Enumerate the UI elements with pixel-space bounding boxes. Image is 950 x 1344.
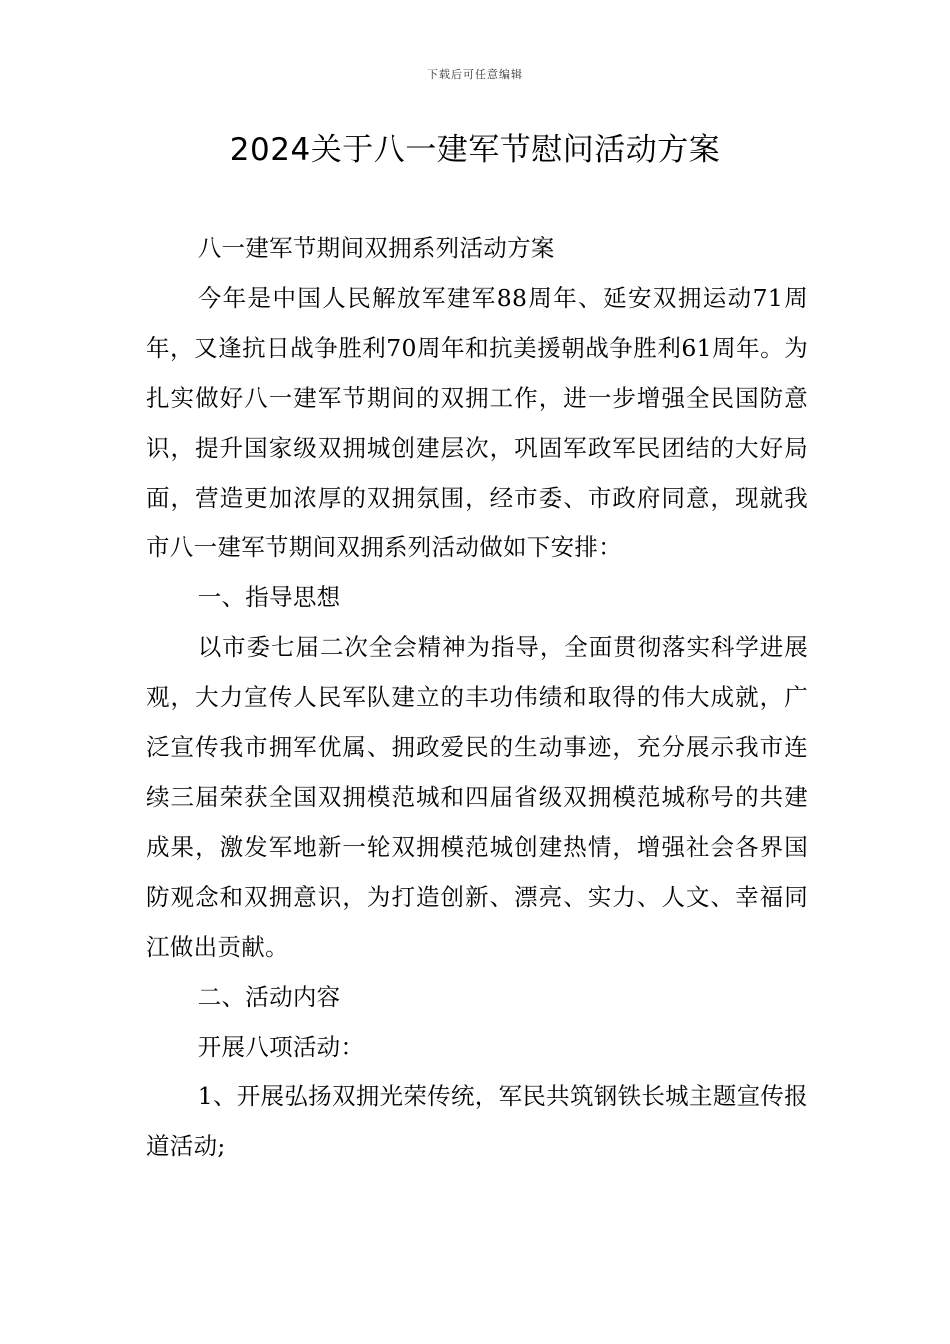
section-heading-activity-content: 二、活动内容 — [197, 982, 341, 1011]
paragraph-guiding-ideology: 以市委七届二次全会精神为指导，全面贯彻落实科学进展观，大力宣传人民军队建立的丰功伟绩和取得的伟大成就，广泛宣传我市拥军优属、拥政爱民的生动事迹，充分展示我市连续三届荣获全国双拥模范城和四届省级双拥模范城称号的共建成果，激发军地新一轮双拥模范城创建热情，增强社会各界国防观念和双拥意识，为打造创新、漂亮、实力、人文、幸福同江做出贡献。 — [146, 633, 808, 961]
section-heading-guiding-ideology: 一、指导思想 — [197, 583, 341, 612]
document-body — [146, 224, 808, 1172]
paragraph-subtitle: 八一建军节期间双拥系列活动方案 — [197, 234, 555, 262]
header-note: 下载后可任意编辑 — [427, 68, 523, 81]
document-title: 2024关于八一建军节慰问活动方案 — [229, 132, 721, 168]
paragraph-activity-1: 1、开展弘扬双拥光荣传统，军民共筑钢铁长城主题宣传报道活动; — [146, 1082, 808, 1161]
paragraph-intro: 今年是中国人民解放军建军88周年、延安双拥运动71周年，又逢抗日战争胜利70周年和抗美援朝战争胜利61周年。为扎实做好八一建军节期间的双拥工作，进一步增强全民国防意识，提升国家级双拥城创建层次，巩固军政军民团结的大好局面，营造更加浓厚的双拥氛围，经市委、市政府同意，现就我市八一建军节期间双拥系列活动做如下安排： — [146, 283, 808, 562]
paragraph-eight-activities: 开展八项活动： — [197, 1032, 365, 1061]
